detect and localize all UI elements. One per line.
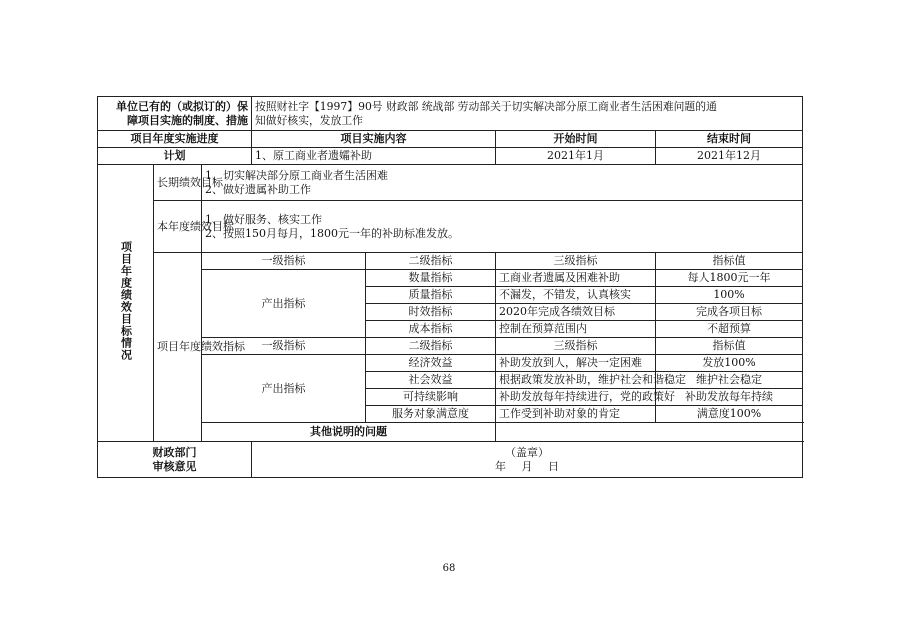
effect-level3: 补助发放到人，解决一定困难	[496, 355, 656, 372]
measures-label-line1: 单位已有的（或拟订的）保	[116, 99, 249, 113]
review-label-line1: 财政部门	[152, 445, 197, 459]
review-label	[98, 442, 252, 478]
annual-item: 1、做好服务、核实工作	[205, 212, 322, 226]
annual-row	[98, 201, 803, 253]
progress-label: 项目年度实施进度	[98, 131, 252, 148]
level1-header: 一级指标	[202, 338, 366, 355]
output-level2: 成本指标	[366, 321, 496, 338]
output-value: 100%	[656, 287, 803, 304]
effect-level2: 经济效益	[366, 355, 496, 372]
value-header: 指标值	[656, 338, 803, 355]
plan-row	[98, 148, 803, 165]
output-value: 完成各项目标	[656, 304, 803, 321]
output-level3: 工商业者遗属及困难补助	[496, 270, 656, 287]
long-term-item: 1、切实解决部分原工商业者生活困难	[205, 168, 388, 182]
output-level3: 2020年完成各绩效目标	[496, 304, 656, 321]
level2-header: 二级指标	[366, 253, 496, 270]
progress-header-row	[98, 131, 803, 148]
annual-content	[202, 201, 803, 253]
col-content-header: 项目实施内容	[252, 131, 496, 148]
effect-level3: 工作受到补助对象的肯定	[496, 406, 656, 423]
indicator-header-row	[98, 253, 803, 270]
level3-header: 三级指标	[496, 338, 656, 355]
col-end-header: 结束时间	[656, 131, 803, 148]
other-label: 其他说明的问题	[202, 423, 496, 442]
goals-section-text: 项目年度绩效目标情况	[119, 241, 133, 361]
output-level3: 不漏发，不错发，认真核实	[496, 287, 656, 304]
other-row	[98, 423, 803, 442]
long-term-label: 长期绩效目标	[154, 165, 202, 201]
output-group-label: 产出指标	[202, 270, 366, 338]
plan-label: 计划	[98, 148, 252, 165]
effect-value: 维护社会稳定	[656, 372, 803, 389]
output-level2: 数量指标	[366, 270, 496, 287]
review-label-line2: 审核意见	[152, 459, 197, 473]
level2-header: 二级指标	[366, 338, 496, 355]
output-level2: 时效指标	[366, 304, 496, 321]
long-term-content	[202, 165, 803, 201]
effect-level2: 服务对象满意度	[366, 406, 496, 423]
plan-end: 2021年12月	[656, 148, 803, 165]
measures-row	[98, 97, 803, 131]
output-value: 每人1800元一年	[656, 270, 803, 287]
measures-label-line2: 障项目实施的制度、措施	[127, 113, 249, 127]
plan-start: 2021年1月	[496, 148, 656, 165]
measures-label	[98, 97, 252, 131]
value-header: 指标值	[656, 253, 803, 270]
effect-value: 满意度100%	[656, 406, 803, 423]
output-level2: 质量指标	[366, 287, 496, 304]
measures-content-line1: 按照财社字【1997】90号 财政部 统战部 劳动部关于切实解决部分原工商业者生活困难问题的通	[255, 99, 717, 113]
other-value	[496, 423, 803, 442]
output-row	[98, 270, 803, 287]
project-form-table	[97, 96, 803, 478]
long-term-row	[98, 165, 803, 201]
page-number: 68	[442, 563, 456, 574]
effect-level3: 根据政策发放补助，维护社会和谐稳定	[496, 372, 656, 389]
indicator-label: 项目年度绩效指标	[154, 253, 202, 442]
effect-group-label: 产出指标	[202, 355, 366, 423]
review-date: 年 月 日	[495, 459, 560, 473]
col-start-header: 开始时间	[496, 131, 656, 148]
plan-content: 1、原工商业者遗孀补助	[252, 148, 496, 165]
review-row	[98, 442, 803, 478]
effect-row	[98, 355, 803, 372]
annual-item: 2、按照150月每月，1800元一年的补助标准发放。	[205, 226, 459, 240]
effect-level3: 补助发放每年持续进行，党的政策好	[496, 389, 656, 406]
level3-header: 三级指标	[496, 253, 656, 270]
effect-level2: 社会效益	[366, 372, 496, 389]
output-level3: 控制在预算范围内	[496, 321, 656, 338]
annual-label: 本年度绩效目标	[154, 201, 202, 253]
effect-value: 发放100%	[656, 355, 803, 372]
review-content	[252, 442, 803, 478]
effect-level2: 可持续影响	[366, 389, 496, 406]
output-value: 不超预算	[656, 321, 803, 338]
level1-header: 一级指标	[202, 253, 366, 270]
goals-section-label	[98, 165, 154, 442]
long-term-item: 2、做好遗属补助工作	[205, 182, 311, 196]
measures-content	[252, 97, 803, 131]
seal-text: （盖章）	[505, 445, 550, 459]
measures-content-line2: 知做好核实，发放工作	[255, 113, 363, 127]
effect-value: 补助发放每年持续	[656, 389, 803, 406]
